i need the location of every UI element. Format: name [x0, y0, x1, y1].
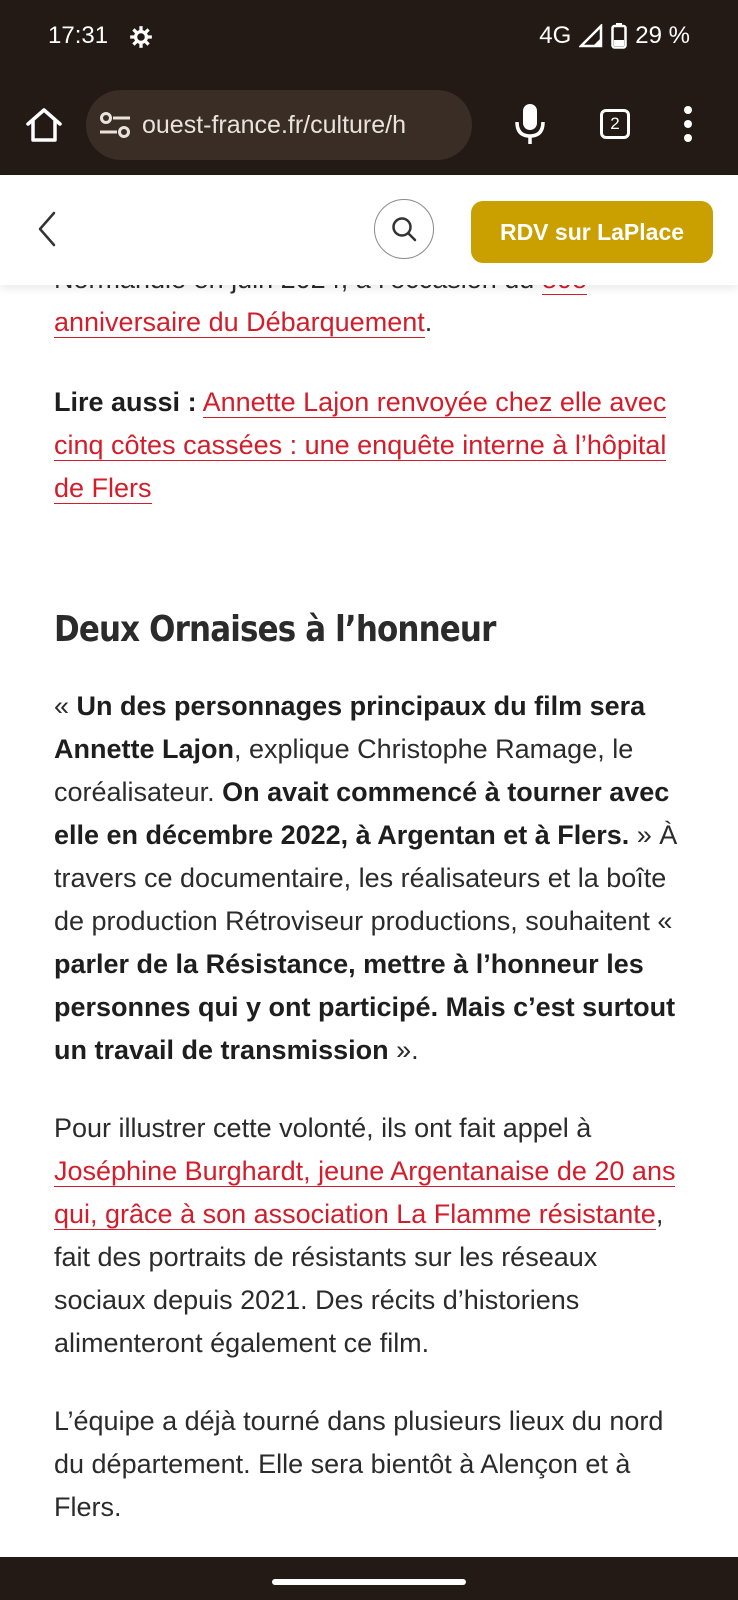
- paragraph-josephine: [54, 1107, 690, 1365]
- paragraph-text: Pour illustrer cette volonté, ils ont fait appel à: [54, 1113, 592, 1143]
- gesture-handle[interactable]: [272, 1579, 466, 1585]
- paragraph-text: .: [424, 307, 433, 337]
- back-icon[interactable]: [30, 207, 64, 251]
- paragraph-text: » À travers ce documentaire, les réalisateurs et la boîte de production Rétroviseur productions, souhaitent «: [54, 820, 678, 936]
- status-bar: [0, 0, 738, 74]
- paragraph-text: «: [54, 691, 77, 721]
- status-indicators: [539, 22, 690, 50]
- paragraph-text: ».: [388, 1035, 419, 1065]
- bold-text: parler de la Résistance, mettre à l’honneur les personnes qui y ont participé. Mais c’est surtout un travail de transmission: [54, 949, 676, 1065]
- url-text[interactable]: ouest-france.fr/culture/h: [142, 110, 407, 139]
- settings-gear-icon: [128, 24, 154, 50]
- paragraph-quote: [54, 685, 690, 1072]
- address-bar[interactable]: [86, 90, 472, 160]
- status-time: 17:31: [48, 22, 109, 49]
- system-nav-bar: [0, 1557, 738, 1600]
- lire-aussi-label: Lire aussi :: [54, 387, 197, 417]
- article-body: [54, 258, 690, 1529]
- browser-toolbar: [0, 74, 738, 175]
- rdv-laplace-button[interactable]: RDV sur LaPlace: [471, 201, 713, 263]
- site-settings-icon[interactable]: [98, 110, 132, 140]
- search-icon: [390, 215, 418, 243]
- microphone-icon[interactable]: [512, 100, 548, 148]
- signal-icon: [579, 24, 603, 48]
- paragraph-text: , explique Christophe Ramage, le coréalisateur.: [54, 734, 634, 807]
- more-vert-icon[interactable]: [678, 104, 698, 144]
- lire-aussi-paragraph: [54, 381, 690, 510]
- link-80e-anniversaire[interactable]: anniversaire du Débarquement: [54, 264, 587, 338]
- bold-text: Un des personnages principaux du film sera Annette Lajon: [54, 691, 646, 764]
- network-type: 4G: [539, 22, 572, 49]
- paragraph-equipe: L’équipe a déjà tourné dans plusieurs lieux du nord du département. Elle sera bientôt à Alençon et à Flers.: [54, 1406, 664, 1522]
- home-icon[interactable]: [22, 102, 66, 146]
- bold-text: On avait commencé à tourner avec elle en décembre 2022, à Argentan et à Flers.: [54, 777, 670, 850]
- paragraph-text: , fait des portraits de résistants sur les réseaux sociaux depuis 2021. Des récits d’historiens alimenteront également ce film.: [54, 1199, 664, 1358]
- site-header: [0, 175, 738, 285]
- search-button[interactable]: [374, 199, 434, 259]
- tabs-icon[interactable]: 2: [600, 109, 630, 139]
- battery-icon: [611, 23, 627, 49]
- battery-level: 29 %: [635, 22, 690, 49]
- lire-aussi-link[interactable]: Annette Lajon renvoyée chez elle avec cinq côtes cassées : une enquête interne à l’hôpital de Flers: [54, 387, 667, 503]
- article-subheading: Deux Ornaises à l’honneur: [54, 609, 496, 650]
- link-josephine-burghardt[interactable]: Joséphine Burghardt, jeune Argentanaise de 20 ans qui, grâce à son association La Flamme résistante: [54, 1156, 676, 1229]
